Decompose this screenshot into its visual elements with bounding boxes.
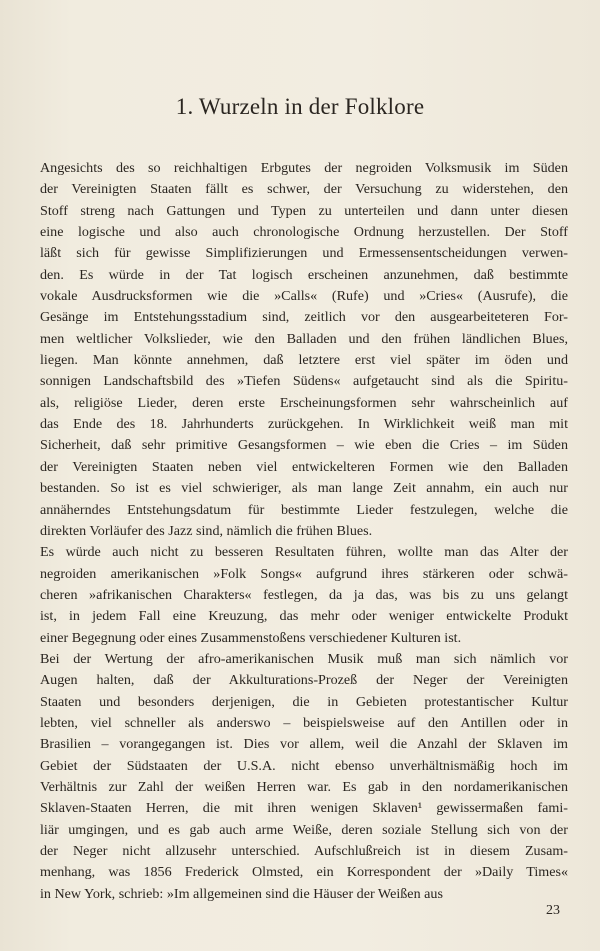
text-line: der Vereinigten Staaten fällt es schwer, der Versuchung zu widerstehen, den xyxy=(40,181,568,198)
text-line: liär umgingen, und es gab auch arme Weiße, deren soziale Stellung sich von der xyxy=(40,821,568,838)
text-line: als, religiöse Lieder, deren erste Erscheinungsformen sehr wahrscheinlich auf xyxy=(40,394,568,411)
text-line: das Ende des 18. Jahrhunderts zurückgehen. In Wirklichkeit weiß man mit xyxy=(40,416,568,433)
text-line: vokale Ausdrucksformen wie die »Calls« (Rufe) und »Cries« (Ausrufe), die xyxy=(40,288,568,305)
text-line: ist, in jedem Fall eine Kreuzung, das mehr oder weniger entwickelte Produkt xyxy=(40,608,568,625)
text-line: negroiden amerikanischen »Folk Songs« aufgrund ihres stärkeren oder schwä- xyxy=(40,565,568,582)
text-line: liegen. Man könnte annehmen, daß letztere erst viel später im öden und xyxy=(40,352,568,369)
body-text xyxy=(40,158,568,905)
text-line: cheren »afrikanischen Charakters« festlegen, da ja das, was bis zu uns gelangt xyxy=(40,586,568,603)
text-line: einer Begegnung oder eines Zusammenstoßens verschiedener Kulturen ist. xyxy=(40,629,462,646)
text-line: annäherndes Entstehungsdatum für bestimmte Lieder festzulegen, welche die xyxy=(40,501,568,518)
text-line: der Neger nicht allzusehr unterschied. Aufschlußreich ist in diesem Zusam- xyxy=(40,843,568,859)
text-line: den. Es würde in der Tat logisch erscheinen anzunehmen, daß bestimmte xyxy=(40,266,568,283)
text-line: der Vereinigten Staaten neben viel entwickelteren Formen wie den Balladen xyxy=(40,458,568,475)
text-line: Sicherheit, daß sehr primitive Gesangsformen – wie eben die Cries – im Süden xyxy=(40,437,568,454)
text-line: menhang, was 1856 Frederick Olmsted, ein Korrespondent der »Daily Times« xyxy=(40,864,568,881)
text-line: Sklaven-Staaten Herren, die mit ihren wenigen Sklaven¹ gewissermaßen fami- xyxy=(40,800,568,817)
text-line: lebten, viel schneller als anderswo – beispielsweise auf den Antillen oder in xyxy=(40,714,568,731)
paragraph xyxy=(40,542,568,649)
text-line: Es würde auch nicht zu besseren Resultaten führen, wollte man das Alter der xyxy=(40,544,568,561)
text-line: eine logische und also auch chronologische Ordnung herzustellen. Der Stoff xyxy=(40,224,568,241)
text-line: Augen halten, daß der Akkulturations-Prozeß der Neger der Vereinigten xyxy=(40,672,568,689)
chapter-title: 1. Wurzeln in der Folklore xyxy=(175,94,425,119)
text-line: Stoff streng nach Gattungen und Typen zu unterteilen und dann unter diesen xyxy=(40,202,568,219)
text-line: Gesänge im Entstehungsstadium sind, zeitlich vor den ausgearbeiteteren For- xyxy=(40,309,568,326)
page-number: 23 xyxy=(546,903,560,918)
text-line: direkten Vorläufer des Jazz sind, nämlich die frühen Blues. xyxy=(40,522,373,539)
text-line: Verhältnis zur Zahl der weißen Herren war. Es gab in den nordamerikanischen xyxy=(40,778,568,795)
text-line: sonnigen Landschaftsbild des »Tiefen Südens« aufgetaucht sind als die Spiritu- xyxy=(40,373,568,390)
text-line: bestanden. So ist es viel schwieriger, als man lange Zeit annahm, ein auch nur xyxy=(40,480,568,497)
text-line: Bei der Wertung der afro-amerikanischen Musik muß man sich nämlich vor xyxy=(40,650,568,667)
text-line: Angesichts des so reichhaltigen Erbgutes der negroiden Volksmusik im Süden xyxy=(40,160,568,176)
text-line: Gebiet der Südstaaten der U.S.A. nicht ebenso unverhältnismäßig hoch im xyxy=(40,757,568,774)
paragraph xyxy=(40,158,568,542)
text-line: Staaten und besonders derjenigen, die in Gebieten protestantischer Kultur xyxy=(40,693,568,710)
text-line: läßt sich für gewisse Simplifizierungen und Ermessensentscheidungen verwen- xyxy=(40,245,568,262)
text-line: in New York, schrieb: »Im allgemeinen sind die Häuser der Weißen aus xyxy=(40,885,443,902)
text-line: men weltlicher Volkslieder, wie den Balladen und den frühen ländlichen Blues, xyxy=(40,330,568,347)
text-line: Brasilien – vorangegangen ist. Dies vor allem, weil die Anzahl der Sklaven im xyxy=(40,736,568,753)
paragraph xyxy=(40,649,568,905)
